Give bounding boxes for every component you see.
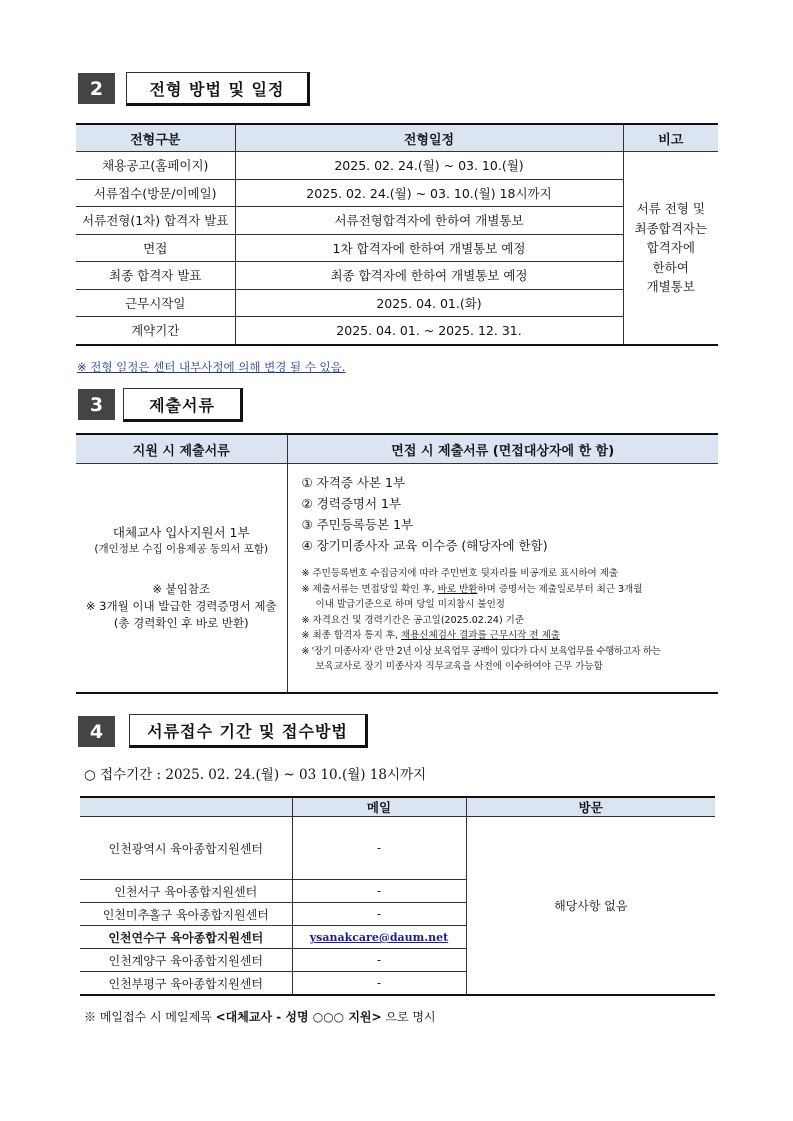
row-schedule: 최종 합격자에 한하여 개별통보 예정 — [235, 262, 623, 290]
doc-note: 이내 발급기준으로 하며 당일 미지참시 불인정 — [315, 599, 505, 610]
center-name: 인천부평구 육아종합지원센터 — [80, 972, 292, 996]
row-schedule: 2025. 02. 24.(월) ~ 03. 10.(월) 18시까지 — [235, 179, 623, 207]
table-row — [76, 317, 718, 345]
table-row — [76, 464, 718, 694]
mail-cell: - — [292, 880, 466, 903]
row-schedule: 서류전형합격자에 한하여 개별통보 — [235, 207, 623, 235]
table-header-row — [80, 797, 715, 817]
center-name: 인천미추홀구 육아종합지원센터 — [80, 903, 292, 926]
section-title: 서류접수 기간 및 접수방법 — [129, 714, 368, 748]
mail-cell: - — [292, 972, 466, 996]
schedule-note: ※ 전형 일정은 센터 내부사정에 의해 변경 될 수 있음. — [77, 360, 346, 374]
header-center — [80, 797, 292, 817]
table-header-row — [76, 124, 718, 152]
row-category: 최종 합격자 발표 — [76, 262, 235, 290]
remark-line: 최종합격자는 — [634, 220, 707, 236]
remark-line: 개별통보 — [646, 279, 695, 294]
remark-line: 합격자에 — [646, 240, 695, 255]
doc-line: (총 경력확인 후 바로 반환) — [113, 616, 249, 630]
doc-note: ※ 제출서류는 면접당일 확인 후, 바로 반환하며 증명서는 제출일로부터 최근 3개월 — [301, 583, 643, 595]
row-category: 면접 — [76, 234, 235, 262]
mail-cell[interactable] — [292, 926, 466, 949]
mail-cell: - — [292, 949, 466, 972]
row-schedule: 1차 합격자에 한하여 개별통보 예정 — [235, 234, 623, 262]
doc-line: 대체교사 입사지원서 1부 — [112, 525, 250, 540]
center-name: 인천계양구 육아종합지원센터 — [80, 949, 292, 972]
remark-cell — [623, 152, 718, 345]
header-category: 전형구분 — [76, 124, 235, 152]
row-schedule: 2025. 02. 24.(월) ~ 03. 10.(월) — [235, 152, 623, 180]
table-row — [76, 179, 718, 207]
table-header-row — [76, 434, 718, 464]
doc-note: ※ 주민등록번호 수집금지에 따라 주민번호 뒷자리를 비공개로 표시하여 제출 — [301, 568, 619, 579]
doc-note: ※ 최종 합격자 통지 후, 채용신체검사 결과를 근무시작 전 제출 — [301, 630, 560, 641]
doc-item: ① 자격증 사본 1부 — [301, 475, 406, 490]
row-category: 계약기간 — [76, 317, 235, 345]
documents-table — [76, 433, 718, 694]
doc-line: (개인정보 수집 이용제공 동의서 포함) — [94, 543, 269, 555]
email-link[interactable]: ysanakcare@daum.net — [309, 931, 449, 944]
section-number: 2 — [78, 73, 115, 104]
row-category: 근무시작일 — [76, 289, 235, 317]
mail-cell: - — [292, 903, 466, 926]
row-category: 서류접수(방문/이메일) — [76, 179, 235, 207]
center-name: 인천연수구 육아종합지원센터 — [80, 926, 292, 949]
doc-line: ※ 붙임참조 — [152, 582, 211, 596]
schedule-table — [76, 123, 718, 346]
header-remark: 비고 — [623, 124, 718, 152]
table-row — [76, 262, 718, 290]
row-schedule: 2025. 04. 01.(화) — [235, 289, 623, 317]
doc-item: ④ 장기미종사자 교육 이수증 (해당자에 한함) — [301, 538, 548, 553]
section-title: 제출서류 — [123, 388, 243, 422]
application-method-table — [80, 796, 715, 996]
row-category: 서류전형(1차) 합격자 발표 — [76, 207, 235, 235]
doc-line: ※ 3개월 이내 발급한 경력증명서 제출 — [85, 599, 277, 613]
doc-note: ※ 자격요건 및 경력기간은 공고일(2025.02.24) 기준 — [301, 614, 525, 626]
header-visit: 방문 — [466, 797, 715, 817]
visit-cell: 해당사항 없음 — [466, 817, 715, 996]
header-application-docs: 지원 시 제출서류 — [76, 434, 287, 464]
application-period: ○ 접수기간 : 2025. 02. 24.(월) ~ 03 10.(월) 18시까지 — [84, 767, 427, 783]
remark-line: 한하여 — [652, 259, 689, 275]
mail-subject-note: ※ 메일접수 시 메일제목 <대체교사 - 성명 ○○○ 지원> 으로 명시 — [84, 1010, 436, 1024]
row-category: 채용공고(홈페이지) — [76, 152, 235, 180]
doc-item: ② 경력증명서 1부 — [301, 496, 402, 511]
doc-item: ③ 주민등록등본 1부 — [301, 517, 414, 532]
table-row — [76, 207, 718, 235]
remark-line: 서류 전형 및 — [636, 201, 705, 216]
interview-docs-cell — [287, 464, 718, 694]
header-mail: 메일 — [292, 797, 466, 817]
header-schedule: 전형일정 — [235, 124, 623, 152]
doc-note: 보육교사로 장기 미종사자 직무교육을 사전에 이수하여야 근무 가능함 — [315, 661, 603, 672]
table-row — [80, 817, 715, 880]
mail-cell: - — [292, 817, 466, 880]
section-number: 4 — [78, 716, 115, 747]
table-row — [76, 234, 718, 262]
row-schedule: 2025. 04. 01. ~ 2025. 12. 31. — [235, 317, 623, 345]
application-docs-cell — [76, 464, 287, 694]
center-name: 인천서구 육아종합지원센터 — [80, 880, 292, 903]
section-number: 3 — [78, 389, 115, 420]
header-interview-docs: 면접 시 제출서류 (면접대상자에 한 함) — [287, 434, 718, 464]
section-title: 전형 방법 및 일정 — [126, 72, 310, 106]
doc-note: ※ '장기 미종사자' 란 만 2년 이상 보육업무 공백이 있다가 다시 보육업무를 수행하고자 하는 — [301, 645, 661, 657]
table-row — [76, 152, 718, 180]
center-name: 인천광역시 육아종합지원센터 — [80, 817, 292, 880]
table-row — [76, 289, 718, 317]
